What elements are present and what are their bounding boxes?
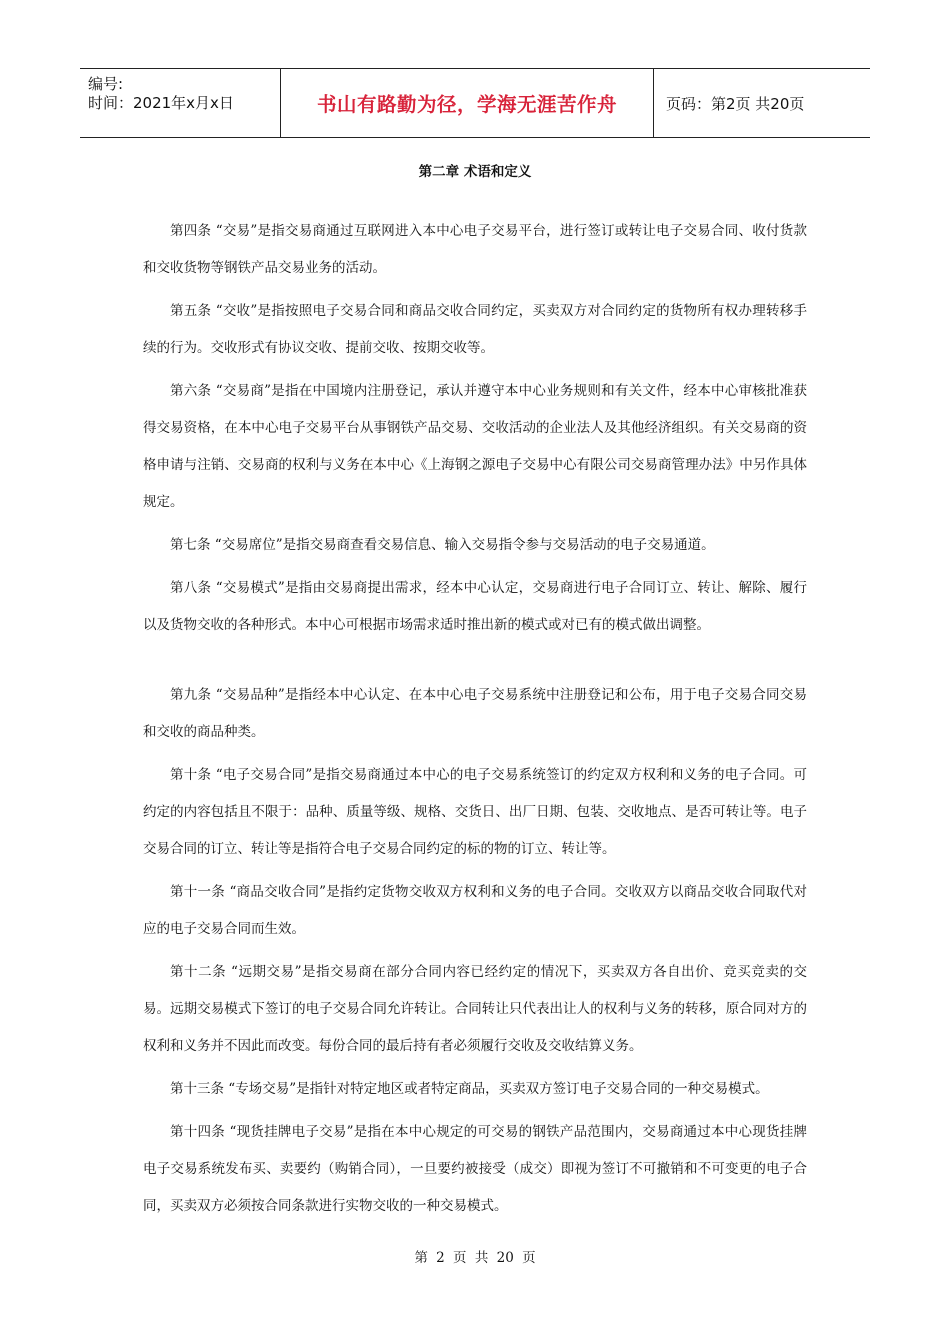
header-meta [80,69,280,137]
article-7: 第七条 “交易席位”是指交易商查看交易信息、输入交易指令参与交易活动的电子交易通道。 [170,537,715,553]
article-6: 第六条 “交易商”是指在中国境内注册登记，承认并遵守本中心业务规则和有关文件，经本中心审核批准获得交易资格，在本中心电子交易平台从事钢铁产品交易、交收活动的企业法人及其他经济组织。有关交易商的资格申请与注销、交易商的权利与义务在本中心《上海钢之源电子交易中心有限公司交易商管理办法》中另作具体规定。 [143,383,807,510]
article-8: 第八条 “交易模式”是指由交易商提出需求，经本中心认定，交易商进行电子合同订立、转让、解除、履行以及货物交收的各种形式。本中心可根据市场需求适时推出新的模式或对已有的模式做出调整。 [143,580,807,633]
article-10: 第十条 “电子交易合同”是指交易商通过本中心的电子交易系统签订的约定双方权利和义务的电子合同。可约定的内容包括且不限于：品种、质量等级、规格、交货日、出厂日期、包装、交收地点、是否可转让等。电子交易合同的订立、转让等是指符合电子交易合同约定的标的物的订立、转让等。 [143,767,807,857]
chapter-title: 第二章 术语和定义 [418,164,532,180]
page-header [80,68,870,138]
article-13: 第十三条 “专场交易”是指针对特定地区或者特定商品，买卖双方签订电子交易合同的一种交易模式。 [170,1081,769,1097]
page-footer: 第 2 页 共 20 页 [414,1250,536,1266]
article-14: 第十四条 “现货挂牌电子交易”是指在本中心规定的可交易的钢铁产品范围内，交易商通过本中心现货挂牌电子交易系统发布买、卖要约（购销合同），一旦要约被接受（成交）即视为签订不可撤销和不可变更的电子合同，买卖双方必须按合同条款进行实物交收的一种交易模式。 [143,1124,807,1214]
article-4: 第四条 “交易”是指交易商通过互联网进入本中心电子交易平台，进行签订或转让电子交易合同、收付货款和交收货物等钢铁产品交易业务的活动。 [143,223,807,276]
doc-time-label: 时间：2021年x月x日 [88,94,234,112]
document-body [143,213,807,1231]
article-12: 第十二条 “远期交易”是指交易商在部分合同内容已经约定的情况下，买卖双方各自出价、竞买竞卖的交易。远期交易模式下签订的电子交易合同允许转让。合同转让只代表出让人的权利与义务的转移，原合同对方的权利和义务并不因此而改变。每份合同的最后持有者必须履行交收及交收结算义务。 [143,964,807,1054]
header-page-info: 页码：第2页 共20页 [666,94,805,113]
doc-number-label: 编号: [88,75,124,93]
header-motto: 书山有路勤为径，学海无涯苦作舟 [316,93,617,116]
article-11: 第十一条 “商品交收合同”是指约定货物交收双方权利和义务的电子合同。交收双方以商品交收合同取代对应的电子交易合同而生效。 [143,884,807,937]
article-9: 第九条 “交易品种”是指经本中心认定、在本中心电子交易系统中注册登记和公布，用于电子交易合同交易和交收的商品种类。 [143,687,807,740]
header-motto-cell [280,69,654,137]
article-5: 第五条 “交收”是指按照电子交易合同和商品交收合同约定，买卖双方对合同约定的货物所有权办理转移手续的行为。交收形式有协议交收、提前交收、按期交收等。 [143,303,807,356]
paragraph-gap [143,650,807,677]
